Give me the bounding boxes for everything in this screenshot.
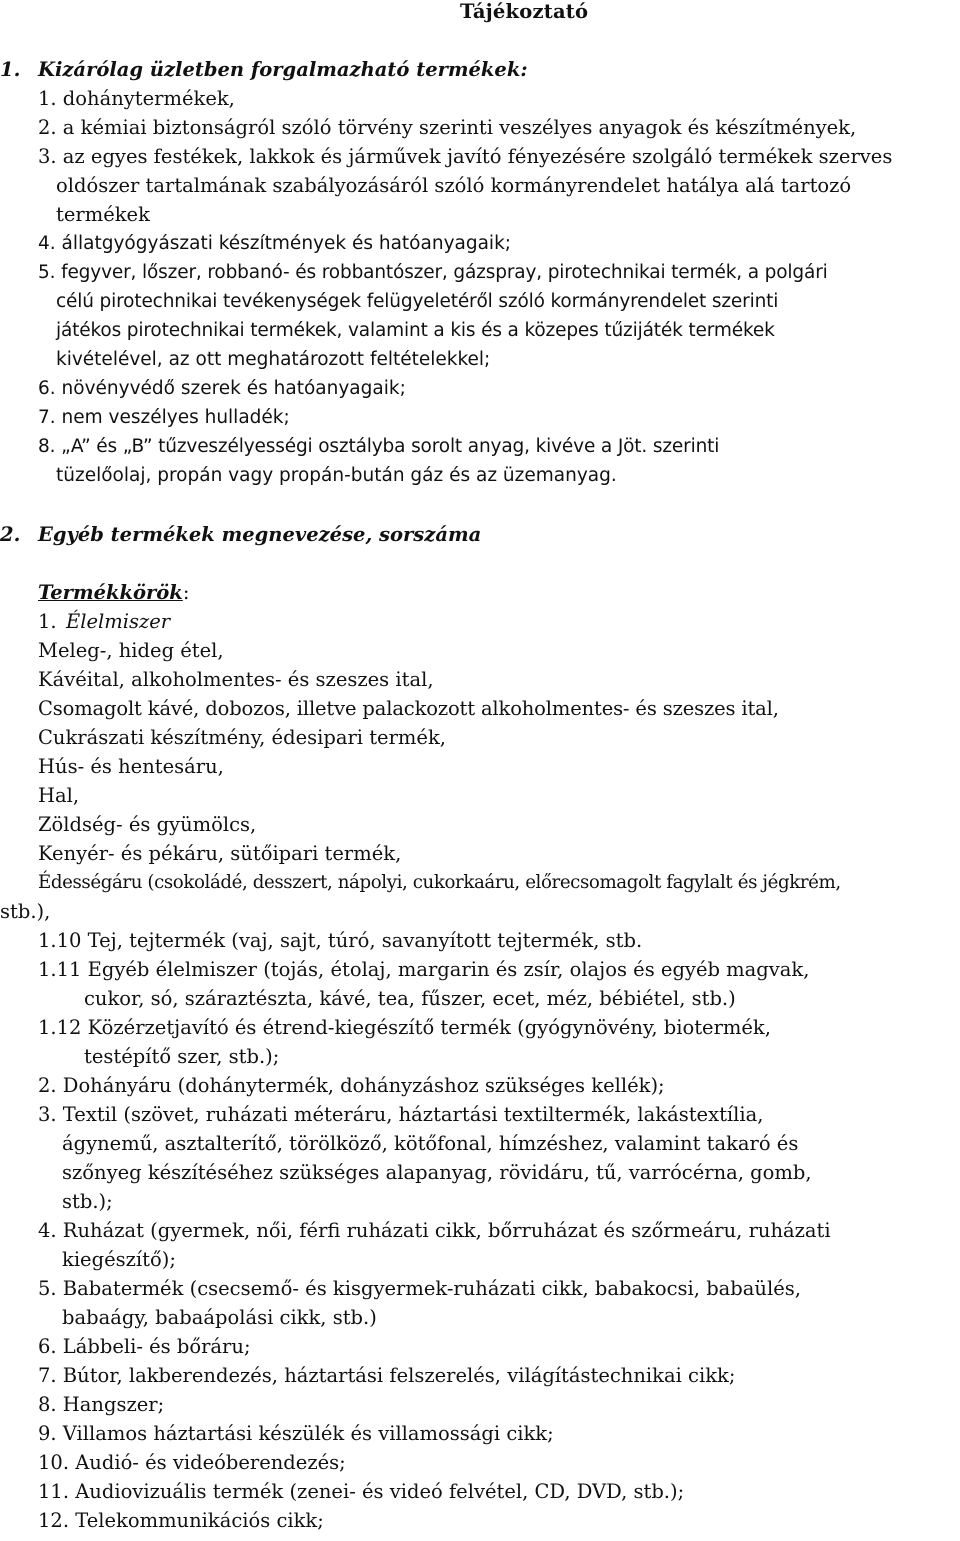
list-item: 7. nem veszélyes hulladék; bbox=[38, 407, 290, 428]
list-item-continuation: babaágy, babaápolási cikk, stb.) bbox=[62, 1306, 377, 1329]
list-item-continuation: oldószer tartalmának szabályozásáról szóló kormányrendelet hatálya alá tartozó bbox=[56, 174, 852, 197]
subheading-label: Termékkörök bbox=[38, 581, 183, 604]
list-item: Kenyér- és pékáru, sütőipari termék, bbox=[38, 842, 402, 865]
list-item-continuation: ágynemű, asztalterítő, törölköző, kötőfonal, hímzéshez, valamint takaró és bbox=[62, 1132, 799, 1155]
list-item: 5. fegyver, lőszer, robbanó- és robbantószer, gázspray, pirotechnikai termék, a polgári bbox=[38, 262, 828, 283]
list-item: 2. a kémiai biztonságról szóló törvény szerinti veszélyes anyagok és készítmények, bbox=[38, 116, 857, 139]
section-1-heading: Kizárólag üzletben forgalmazható termékek: bbox=[38, 58, 528, 81]
list-item: 3. az egyes festékek, lakkok és járművek javító fényezésére szolgáló termékek szerves bbox=[38, 145, 893, 168]
list-item-continuation: kiegészítő); bbox=[62, 1248, 176, 1271]
list-item-continuation: cukor, só, száraztészta, kávé, tea, fűszer, ecet, méz, bébiétel, stb.) bbox=[84, 987, 736, 1010]
list-item: Csomagolt kávé, dobozos, illetve palackozott alkoholmentes- és szeszes ital, bbox=[38, 697, 779, 720]
list-item: 8. „A” és „B” tűzveszélyességi osztályba sorolt anyag, kivéve a Jöt. szerinti bbox=[38, 436, 720, 457]
list-item-continuation: játékos pirotechnikai termékek, valamint a kis és a közepes tűzijáték termékek bbox=[56, 320, 775, 341]
list-item: Hal, bbox=[38, 784, 80, 807]
list-item: 1.12 Közérzetjavító és étrend-kiegészítő termék (gyógynövény, biotermék, bbox=[38, 1016, 771, 1039]
list-item: 6. Lábbeli- és bőráru; bbox=[38, 1335, 251, 1358]
list-item-continuation: testépítő szer, stb.); bbox=[84, 1045, 280, 1068]
section-2-number: 2. bbox=[0, 523, 21, 546]
list-item: 5. Babatermék (csecsemő- és kisgyermek-ruházati cikk, babakocsi, babaülés, bbox=[38, 1277, 801, 1300]
subheading-colon: : bbox=[182, 581, 190, 604]
list-item-continuation: stb.); bbox=[62, 1190, 113, 1213]
list-item: Kávéital, alkoholmentes- és szeszes ital, bbox=[38, 668, 434, 691]
list-item: 4. Ruházat (gyermek, női, férfi ruházati cikk, bőrruházat és szőrmeáru, ruházati bbox=[38, 1219, 831, 1242]
list-item-continuation: szőnyeg készítéséhez szükséges alapanyag, rövidáru, tű, varrócérna, gomb, bbox=[62, 1161, 812, 1184]
list-item: Cukrászati készítmény, édesipari termék, bbox=[38, 726, 446, 749]
list-item-continuation: célú pirotechnikai tevékenységek felügyeletéről szóló kormányrendelet szerinti bbox=[56, 291, 779, 312]
list-item: Édességáru (csokoládé, desszert, nápolyi, cukorkaáru, előrecsomagolt fagylalt és jégkrém, bbox=[38, 872, 841, 893]
list-item: 1. dohánytermékek, bbox=[38, 87, 235, 110]
list-item: 2. Dohányáru (dohánytermék, dohányzáshoz szükséges kellék); bbox=[38, 1074, 665, 1097]
list-item: 11. Audiovizuális termék (zenei- és videó felvétel, CD, DVD, stb.); bbox=[38, 1480, 685, 1503]
list-item: 8. Hangszer; bbox=[38, 1393, 165, 1416]
section-2-heading: Egyéb termékek megnevezése, sorszáma bbox=[38, 523, 482, 546]
category-number: 1. bbox=[38, 610, 57, 633]
list-item: 3. Textil (szövet, ruházati méteráru, háztartási textiltermék, lakástextília, bbox=[38, 1103, 764, 1126]
list-item: 6. növényvédő szerek és hatóanyagaik; bbox=[38, 378, 406, 399]
section-1-number: 1. bbox=[0, 58, 21, 81]
list-item-continuation: stb.), bbox=[0, 900, 51, 923]
list-item: 9. Villamos háztartási készülék és villamossági cikk; bbox=[38, 1422, 554, 1445]
list-item-continuation: tüzelőolaj, propán vagy propán-bután gáz és az üzemanyag. bbox=[56, 465, 617, 486]
list-item: 12. Telekommunikációs cikk; bbox=[38, 1509, 324, 1532]
list-item: Meleg-, hideg étel, bbox=[38, 639, 224, 662]
subheading bbox=[38, 578, 189, 607]
list-item: Zöldség- és gyümölcs, bbox=[38, 813, 257, 836]
list-item: 4. állatgyógyászati készítmények és hatóanyagaik; bbox=[38, 233, 512, 254]
list-item: 1.11 Egyéb élelmiszer (tojás, étolaj, margarin és zsír, olajos és egyéb magvak, bbox=[38, 958, 810, 981]
list-item-continuation: kivételével, az ott meghatározott feltételekkel; bbox=[56, 349, 491, 370]
list-item: 1.10 Tej, tejtermék (vaj, sajt, túró, savanyított tejtermék, stb. bbox=[38, 929, 643, 952]
page-title: Tájékoztató bbox=[460, 0, 589, 23]
list-item: 10. Audió- és videóberendezés; bbox=[38, 1451, 346, 1474]
list-item: Hús- és hentesáru, bbox=[38, 755, 224, 778]
category-label: Élelmiszer bbox=[66, 610, 171, 633]
list-item: 7. Bútor, lakberendezés, háztartási felszerelés, világítástechnikai cikk; bbox=[38, 1364, 736, 1387]
list-item-continuation: termékek bbox=[56, 203, 150, 226]
